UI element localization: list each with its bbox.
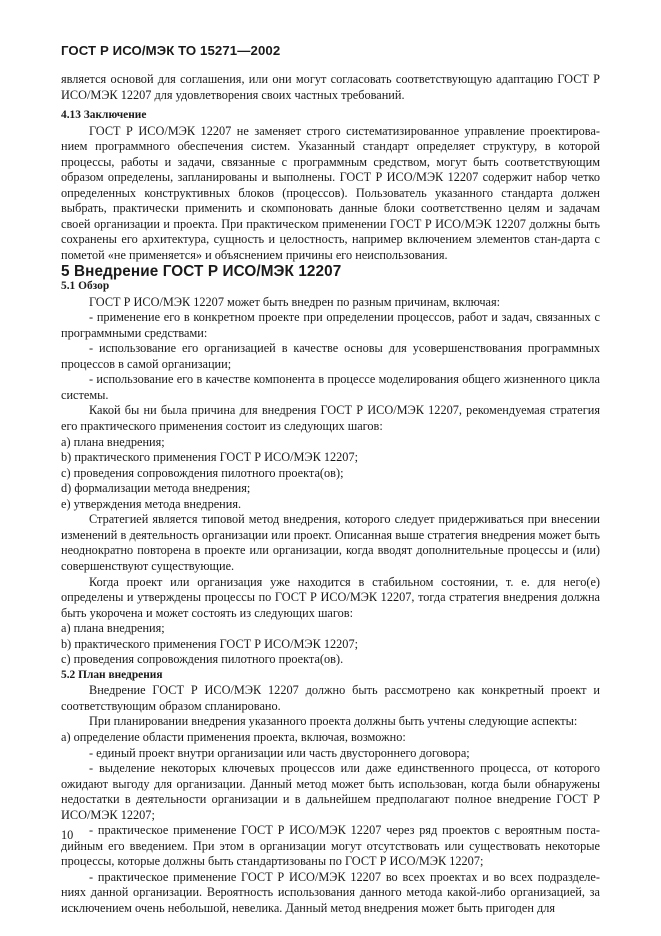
- document-body: [61, 72, 600, 917]
- section-4-13-heading: 4.13 Заключение: [61, 109, 147, 122]
- dash-item: - практическое применение ГОСТ Р ИСО/МЭК 12207 через ряд проектов с вероятным поста-дийным его введением. При этом в организации могут отсутствовать или существовать некоторые процессы, которые должны быть стандартизованы по ГОСТ Р ИСО/МЭК 12207;: [61, 823, 600, 869]
- step-item: c) проведения сопровождения пилотного проекта(ов);: [61, 465, 344, 480]
- reason-item: - применение его в конкретном проекте при определении процессов, работ и задач, связанных с программными средствами:: [61, 310, 600, 340]
- page-number: 10: [61, 828, 74, 842]
- short-step-item: c) проведения сопровождения пилотного проекта(ов).: [61, 652, 344, 667]
- stable-state-paragraph: Когда проект или организация уже находится в стабильном состоянии, т. е. для него(е) определены и утверждены процессы по ГОСТ Р ИСО/МЭК 12207, тогда стратегия внедрения должна быть укорочена и может состоять из следующих шагов:: [61, 574, 600, 620]
- section-4-13-paragraph: ГОСТ Р ИСО/МЭК 12207 не заменяет строго систематизированное управление проектирова-нием программного обеспечения систем. Указанный стандарт определяет структуру, в которой процессы, работы и задачи, связанные с программным средством, могут быть соответствующим образом определены, запланированы и выполнены. ГОСТ Р ИСО/МЭК 12207 содержит набор четко определенных конструктивных блоков (процессов). Пользователь указанного стандарта должен выбрать, практически применить и скомпоновать данные блоки соответственно целям и задачам своей организации и проекта. При практическом применении ГОСТ Р ИСО/МЭК 12207 должны быть сохранены его архитектура, сущность и целостность, например включением элементов стан-дарта с пометой «не применяется» и объяснением причины его неиспользования.: [61, 123, 600, 263]
- running-header: ГОСТ Р ИСО/МЭК ТО 15271—2002: [61, 43, 281, 58]
- dash-item: - единый проект внутри организации или часть двустороннего договора;: [89, 745, 470, 760]
- section-5-2-heading: 5.2 План внедрения: [61, 668, 163, 681]
- section-5-2-paragraph-1: Внедрение ГОСТ Р ИСО/МЭК 12207 должно быть рассмотрено как конкретный проект и соответствующим образом спланировано.: [61, 683, 600, 713]
- dash-item: - выделение некоторых ключевых процессов или даже единственного процесса, от которого ожидают выгоду для организации. Данный метод может быть использован, когда были обнаружены недостатки в деятельности организации и в дальнейшем предполагают полное внедрение ГОСТ Р ИСО/МЭК 12207;: [61, 761, 600, 822]
- strategy-intro: Какой бы ни была причина для внедрения ГОСТ Р ИСО/МЭК 12207, рекомендуемая стратегия его практического применения состоит из следующих шагов:: [61, 403, 600, 434]
- section-5-1-intro: ГОСТ Р ИСО/МЭК 12207 может быть внедрен по разным причинам, включая:: [89, 294, 501, 309]
- short-step-item: a) плана внедрения;: [61, 621, 165, 636]
- dash-item: - практическое применение ГОСТ Р ИСО/МЭК 12207 во всех проектах и во всех подразделе-ниях данной организации. Вероятность использования данного метода какой-либо организацией, за исключением очень небольшой, невелика. Данный метод внедрения может быть пригоден для: [61, 869, 600, 915]
- short-step-item: b) практического применения ГОСТ Р ИСО/МЭК 12207;: [61, 636, 359, 651]
- reason-item: - использование его в качестве компонента в процессе моделирования общего жизненного цикла системы.: [61, 372, 600, 402]
- section-5-1-heading: 5.1 Обзор: [61, 280, 110, 293]
- continuation-paragraph: является основой для соглашения, или они могут согласовать соответствующую адаптацию ГОСТ Р ИСО/МЭК 12207 для удовлетворения своих частных требований.: [61, 72, 600, 102]
- step-item: b) практического применения ГОСТ Р ИСО/МЭК 12207;: [61, 450, 359, 465]
- step-item: d) формализации метода внедрения;: [61, 481, 251, 496]
- reason-item: - использование его организацией в качестве основы для усовершенствования программных процессов в самой организации;: [61, 341, 600, 371]
- section-5-heading: 5 Внедрение ГОСТ Р ИСО/МЭК 12207: [61, 262, 342, 280]
- section-5-2-paragraph-2: При планировании внедрения указанного проекта должны быть учтены следующие аспекты:: [89, 714, 578, 729]
- step-item: e) утверждения метода внедрения.: [61, 496, 242, 511]
- step-item: a) плана внедрения;: [61, 434, 165, 449]
- aspect-item-a: а) определение области применения проекта, включая, возможно:: [61, 729, 406, 744]
- typical-method-paragraph: Стратегией является типовой метод внедрения, которого следует придерживаться при внесении изменений в деятельность организации или проект. Описанная выше стратегия внедрения может быть неоднократно повторена в проекте или организации, когда вводят дополнительные процессы и (или) совершенствуют существующие.: [61, 512, 600, 573]
